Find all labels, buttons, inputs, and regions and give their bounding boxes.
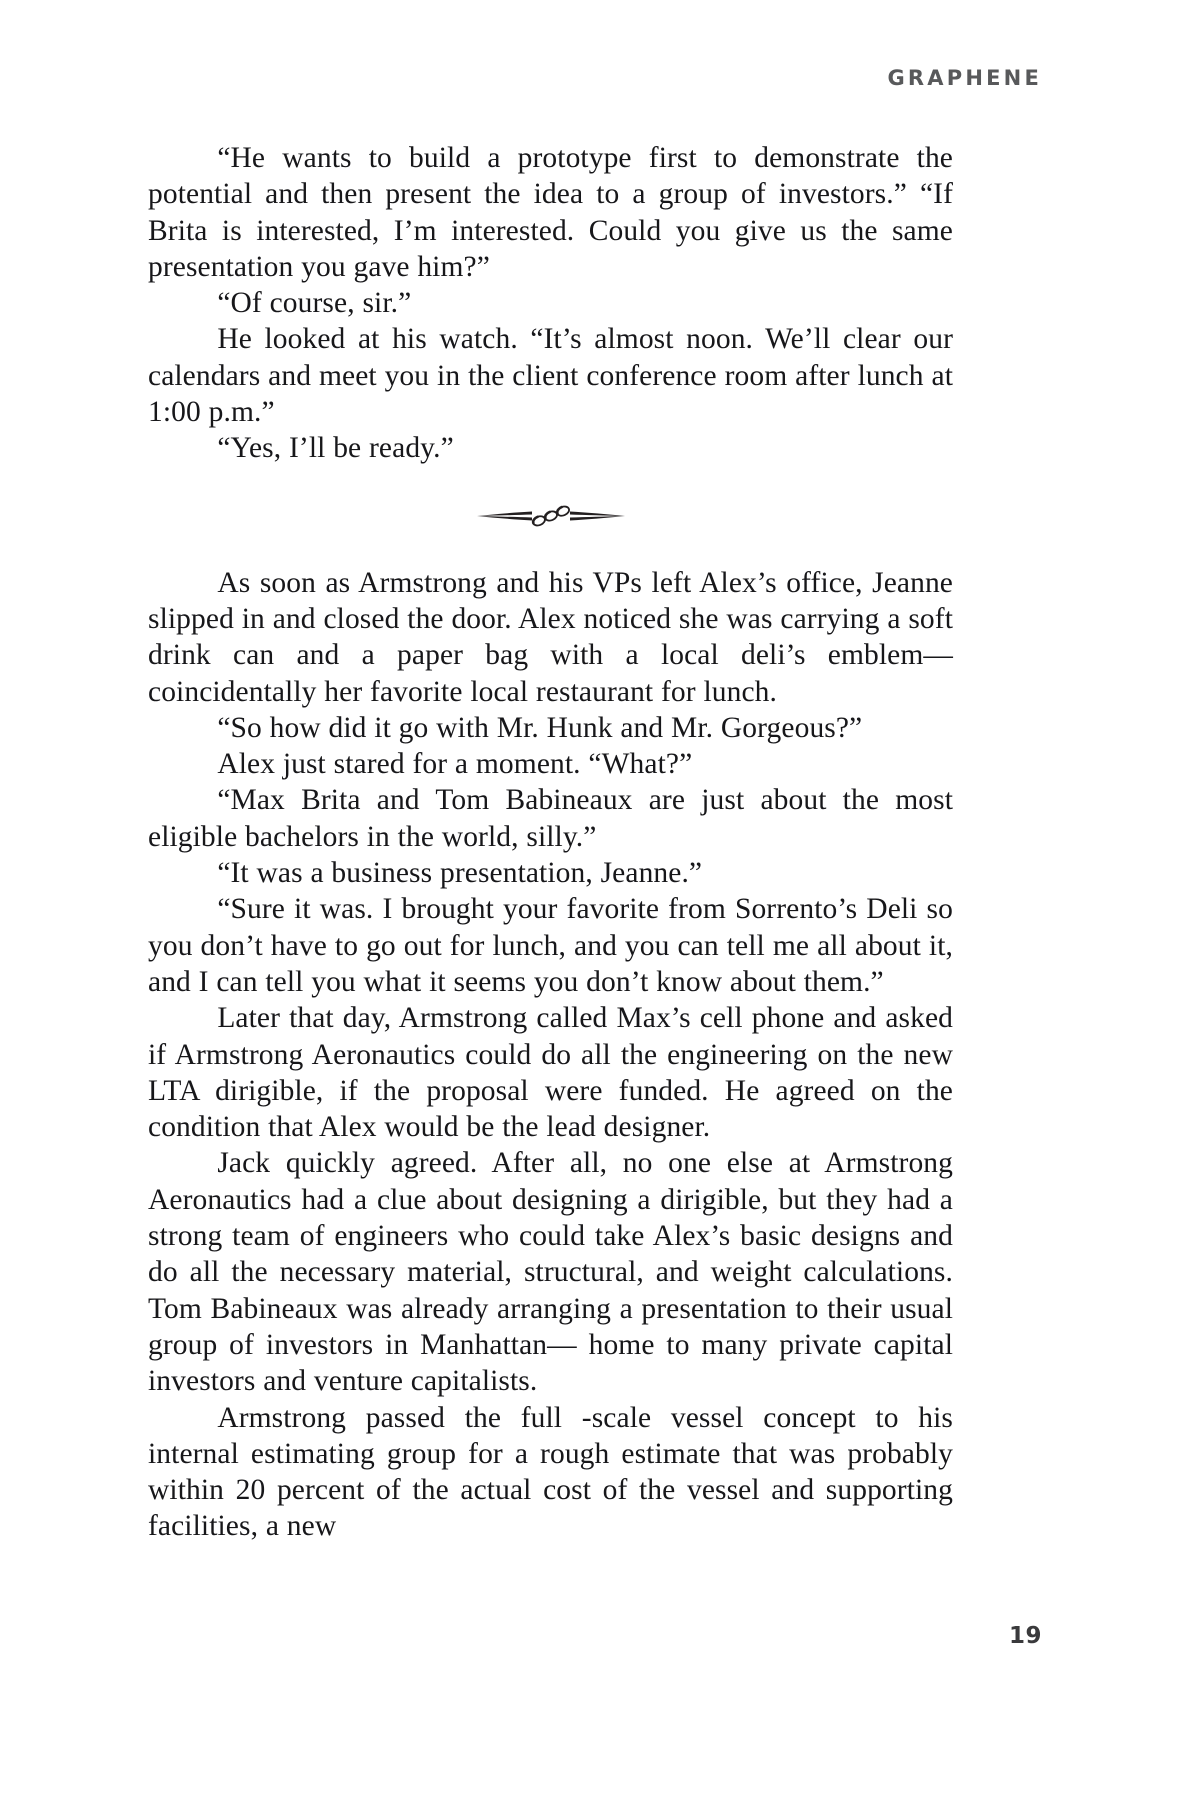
paragraph: “He wants to build a prototype first to demonstrate the potential and then present the idea to a group of investors.” “If Brita is interested, I’m interested. Could you give us the same presentation you gave him?” [148, 142, 953, 283]
scene-break [148, 467, 953, 565]
paragraph: “Yes, I’ll be ready.” [217, 432, 454, 465]
paragraph: “Of course, sir.” [217, 287, 412, 320]
paragraph: Later that day, Armstrong called Max’s cell phone and asked if Armstrong Aeronautics could do all the engineering on the new LTA dirigible, if the proposal were funded. He agreed on the condition that Alex would be the lead designer. [148, 1002, 953, 1144]
section-one [148, 140, 953, 467]
paragraph: He looked at his watch. “It’s almost noon. We’ll clear our calendars and meet you in the client conference room after lunch at 1:00 p.m.” [148, 323, 953, 429]
section-two [148, 565, 953, 1545]
scene-break-swash-ornament [476, 503, 626, 529]
paragraph: “Max Brita and Tom Babineaux are just about the most eligible bachelors in the world, silly.” [148, 784, 953, 853]
paragraph: As soon as Armstrong and his VPs left Alex’s office, Jeanne slipped in and closed the door. Alex noticed she was carrying a soft drink can and a paper bag with a local deli’s emblem— coincidentally her favorite local restaurant for lunch. [148, 566, 953, 708]
body-text-block [148, 140, 953, 1545]
running-head: GRAPHENE [887, 66, 1042, 90]
paragraph: Alex just stared for a moment. “What?” [217, 748, 693, 781]
paragraph: Jack quickly agreed. After all, no one else at Armstrong Aeronautics had a clue about designing a dirigible, but they had a strong team of engineers who could take Alex’s basic designs and do all the necessary material, structural, and weight calculations. Tom Babineaux was already arranging a presentation to their usual group of investors in Manhattan— home to many private capital investors and venture capitalists. [148, 1147, 953, 1398]
paragraph: “It was a business presentation, Jeanne.” [217, 857, 703, 890]
paragraph: Armstrong passed the full -scale vessel concept to his internal estimating group for a rough estimate that was probably within 20 percent of the actual cost of the vessel and supporting facilities, a new [148, 1401, 953, 1543]
paragraph: “So how did it go with Mr. Hunk and Mr. Gorgeous?” [217, 711, 863, 744]
page-number: 19 [1008, 1623, 1042, 1649]
paragraph: “Sure it was. I brought your favorite from Sorrento’s Deli so you don’t have to go out for lunch, and you can tell me all about it, and I can tell you what it seems you don’t know about them.” [148, 893, 953, 998]
